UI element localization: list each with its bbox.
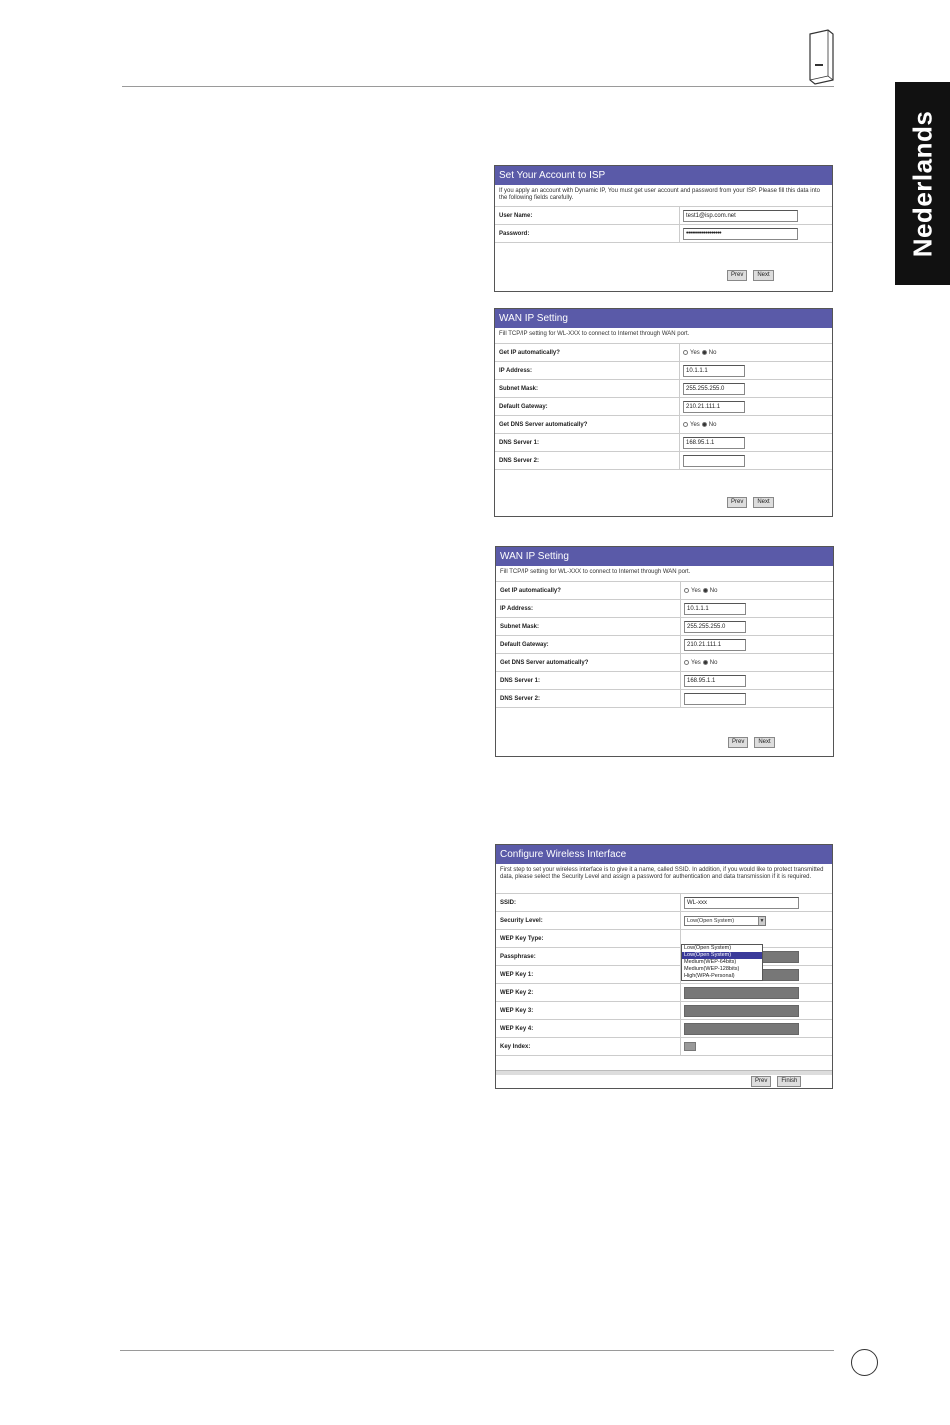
prev-button[interactable]: Prev	[751, 1076, 771, 1087]
dns1-row	[496, 672, 833, 690]
security-option[interactable]: Low(Open System)	[682, 952, 762, 959]
dns2-input[interactable]	[683, 455, 745, 467]
dns1-label: DNS Server 1:	[496, 672, 681, 689]
wep-key2-row	[496, 984, 832, 1002]
wep-key4-row	[496, 1020, 832, 1038]
wep-key3-row	[496, 1002, 832, 1020]
wep-key1-row	[496, 966, 832, 984]
wan-ip-panel-1	[494, 308, 833, 517]
auto-ip-no-radio[interactable]	[703, 588, 708, 593]
yes-label: Yes	[690, 349, 700, 356]
auto-ip-label: Get IP automatically?	[496, 582, 681, 599]
wireless-interface-panel	[495, 844, 833, 1089]
language-label: Nederlands	[907, 110, 937, 257]
dns1-label: DNS Server 1:	[495, 434, 680, 451]
auto-ip-row	[495, 344, 832, 362]
auto-dns-label: Get DNS Server automatically?	[495, 416, 680, 433]
security-level-select[interactable]	[684, 916, 766, 926]
gateway-label: Default Gateway:	[496, 636, 681, 653]
subnet-mask-input[interactable]: 255.255.255.0	[683, 383, 745, 395]
wep-key3-label: WEP Key 3:	[496, 1002, 681, 1019]
auto-dns-yes-radio[interactable]	[684, 660, 689, 665]
router-device-icon	[806, 28, 836, 86]
security-option[interactable]: Medium(WEP-128bits)	[684, 966, 740, 972]
security-option[interactable]: Medium(WEP-64bits)	[684, 959, 737, 965]
wep-key1-label: WEP Key 1:	[496, 966, 681, 983]
auto-dns-label: Get DNS Server automatically?	[496, 654, 681, 671]
security-label: Security Level:	[496, 912, 681, 929]
panel-description: Fill TCP/IP setting for WL-XXX to connect to Internet through WAN port.	[495, 328, 832, 344]
security-row	[496, 912, 832, 930]
auto-dns-yes-radio[interactable]	[683, 422, 688, 427]
dns2-input[interactable]	[684, 693, 746, 705]
dns2-row	[496, 690, 833, 708]
dns1-row	[495, 434, 832, 452]
passphrase-label: Passphrase:	[496, 948, 681, 965]
panel-footer-bar	[496, 1070, 832, 1088]
username-label: User Name:	[495, 207, 680, 224]
security-selected-value: Low(Open System)	[687, 917, 735, 924]
ip-address-input[interactable]: 10.1.1.1	[684, 603, 746, 615]
auto-ip-yes-radio[interactable]	[684, 588, 689, 593]
mask-row	[495, 380, 832, 398]
wep-key2-label: WEP Key 2:	[496, 984, 681, 1001]
yes-label: Yes	[691, 587, 701, 594]
security-option[interactable]: High(WPA-Personal)	[684, 973, 735, 979]
no-label: No	[709, 587, 718, 594]
password-row	[495, 225, 832, 243]
ip-address-input[interactable]: 10.1.1.1	[683, 365, 745, 377]
auto-ip-yes-radio[interactable]	[683, 350, 688, 355]
isp-account-panel	[494, 165, 833, 292]
next-button[interactable]: Next	[753, 270, 773, 281]
ip-row	[495, 362, 832, 380]
dns1-input[interactable]: 168.95.1.1	[684, 675, 746, 687]
security-option[interactable]: Low(Open System)	[684, 945, 732, 951]
mask-row	[496, 618, 833, 636]
gateway-input[interactable]: 210.21.111.1	[683, 401, 745, 413]
wep-type-row	[496, 930, 832, 948]
auto-dns-row	[495, 416, 832, 434]
auto-dns-row	[496, 654, 833, 672]
next-button[interactable]: Next	[754, 737, 774, 748]
security-level-dropdown	[681, 944, 763, 981]
ssid-input[interactable]: WL-xxx	[684, 897, 799, 909]
wep-key4-input[interactable]	[684, 1023, 799, 1035]
gateway-label: Default Gateway:	[495, 398, 680, 415]
prev-button[interactable]: Prev	[727, 497, 747, 508]
no-label: No	[708, 349, 717, 356]
key-index-label: Key Index:	[496, 1038, 681, 1055]
gateway-row	[496, 636, 833, 654]
wep-type-label: WEP Key Type:	[496, 930, 681, 947]
footer-rule	[120, 1350, 834, 1351]
yes-label: Yes	[691, 659, 701, 666]
panel-title: WAN IP Setting	[495, 309, 832, 328]
panel-title: WAN IP Setting	[496, 547, 833, 566]
ip-label: IP Address:	[496, 600, 681, 617]
panel-title: Set Your Account to ISP	[495, 166, 832, 185]
wep-key4-label: WEP Key 4:	[496, 1020, 681, 1037]
prev-button[interactable]: Prev	[727, 270, 747, 281]
ssid-row	[496, 894, 832, 912]
panel-description: If you apply an account with Dynamic IP, You must get user account and password from your ISP. Please fill this data into the following fields carefully.	[495, 185, 832, 207]
no-label: No	[708, 421, 717, 428]
gateway-row	[495, 398, 832, 416]
key-index-row	[496, 1038, 832, 1056]
dns2-label: DNS Server 2:	[495, 452, 680, 469]
wan-ip-panel-2	[495, 546, 834, 757]
auto-ip-no-radio[interactable]	[702, 350, 707, 355]
wep-key2-input[interactable]	[684, 987, 799, 999]
dns2-label: DNS Server 2:	[496, 690, 681, 707]
mask-label: Subnet Mask:	[495, 380, 680, 397]
yes-label: Yes	[690, 421, 700, 428]
username-row	[495, 207, 832, 225]
auto-dns-no-radio[interactable]	[702, 422, 707, 427]
ip-label: IP Address:	[495, 362, 680, 379]
ssid-label: SSID:	[496, 894, 681, 911]
finish-button[interactable]: Finish	[777, 1076, 801, 1087]
panel-description: First step to set your wireless interface is to give it a name, called SSID. In addition, if you would like to protect transmitted data, please select the Security Level and assign a password for authentication and data transmission if it is required.	[496, 864, 832, 894]
page-number-circle	[851, 1349, 878, 1376]
key-index-select[interactable]	[684, 1042, 696, 1051]
wep-key3-input[interactable]	[684, 1005, 799, 1017]
prev-button[interactable]: Prev	[728, 737, 748, 748]
password-input[interactable]: ••••••••••••••••••	[683, 228, 798, 240]
panel-description: Fill TCP/IP setting for WL-XXX to connect to Internet through WAN port.	[496, 566, 833, 582]
language-tab	[895, 82, 950, 285]
username-input[interactable]: test1@isp.com.net	[683, 210, 798, 222]
header-rule	[122, 86, 834, 87]
auto-dns-no-radio[interactable]	[703, 660, 708, 665]
ip-row	[496, 600, 833, 618]
auto-ip-label: Get IP automatically?	[495, 344, 680, 361]
password-label: Password:	[495, 225, 680, 242]
chevron-down-icon[interactable]: ▼	[759, 917, 765, 924]
subnet-mask-input[interactable]: 255.255.255.0	[684, 621, 746, 633]
auto-ip-row	[496, 582, 833, 600]
dns2-row	[495, 452, 832, 470]
dns1-input[interactable]: 168.95.1.1	[683, 437, 745, 449]
gateway-input[interactable]: 210.21.111.1	[684, 639, 746, 651]
passphrase-row	[496, 948, 832, 966]
panel-title: Configure Wireless Interface	[496, 845, 832, 864]
mask-label: Subnet Mask:	[496, 618, 681, 635]
no-label: No	[709, 659, 718, 666]
next-button[interactable]: Next	[753, 497, 773, 508]
